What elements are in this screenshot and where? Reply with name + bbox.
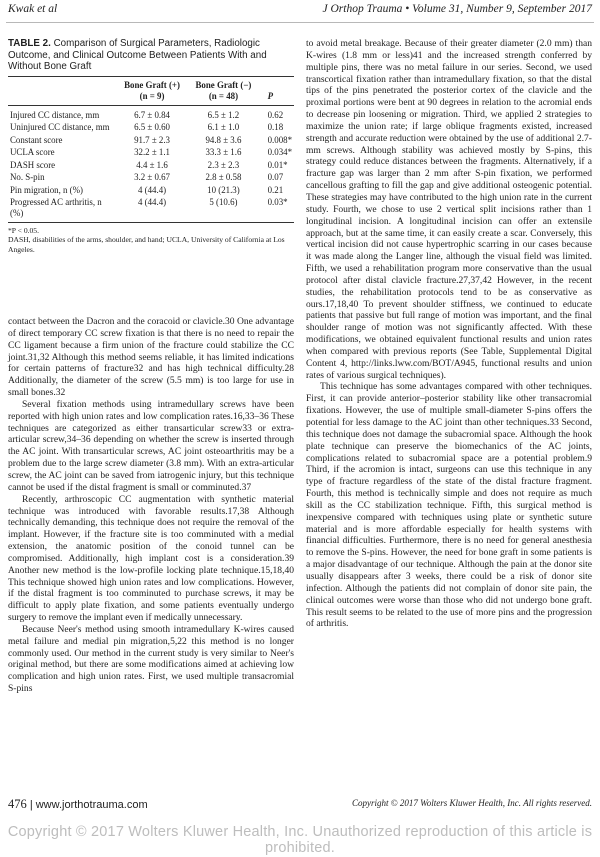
data-table	[8, 76, 294, 224]
table-label: TABLE 2.	[8, 38, 51, 49]
column-header: P	[260, 76, 294, 105]
cell: 0.21	[267, 184, 284, 195]
paragraph: contact between the Dacron and the coracoid or clavicle.30 One advantage of direct temporary CC screw fixation is that there is no need to repair the CC ligament because a firm union of the fracture could stabilize the CC joint.31,32 Although this method seems reliable, it has limited indications for certain patterns of fracture32 and has high technical difficulty.28 Additionally, the diameter of the screw (5.5 mm) is too large for use in small bones.32	[8, 316, 294, 399]
table-row	[8, 184, 294, 197]
cell: 32.2 ± 1.1	[134, 147, 170, 157]
cell: 5 (10.6)	[187, 196, 259, 223]
footnote-abbreviations: DASH, disabilities of the arms, shoulder, and hand; UCLA, University of California at Los Angeles.	[8, 235, 285, 254]
row-label: DASH score	[10, 159, 56, 170]
cell: 2.3 ± 2.3	[207, 159, 240, 170]
column-header: Bone Graft (+) (n = 9)	[117, 76, 187, 105]
row-label: Constant score	[10, 134, 63, 145]
cell: 6.5 ± 1.2	[207, 109, 240, 120]
footnote-significance: *P < 0.05.	[8, 226, 40, 235]
row-label: Progressed AC arthritis, n (%)	[8, 196, 117, 223]
header-author: Kwak et al	[8, 3, 58, 15]
row-label: No. S-pin	[10, 172, 45, 182]
cell: 0.01*	[267, 159, 288, 170]
column-header	[8, 76, 117, 105]
cell: 4.4 ± 1.6	[136, 159, 168, 170]
cell: 10 (21.3)	[207, 184, 240, 195]
footer-copyright: Copyright © 2017 Wolters Kluwer Health, Inc. All rights reserved.	[352, 798, 592, 808]
table-footnotes	[8, 226, 294, 254]
cell: 4 (44.4)	[117, 196, 187, 223]
table-row	[8, 159, 294, 172]
cell: 94.8 ± 3.6	[205, 134, 242, 145]
page-footer-left	[8, 797, 148, 812]
table-2	[8, 38, 294, 254]
footer-divider: |	[29, 799, 36, 811]
header-journal: J Orthop Trauma • Volume 31, Number 9, September 2017	[322, 3, 592, 15]
paragraph: This technique has some advantages compared with other techniques. First, it can provide anterior–posterior stability like other transacromial fixations. However, the use of multiple small-diameter S-pins offers the potential for less damage to the AC joint than other techniques.33 Second, this technique does not damage the subacromial space. Although the hook plate technique can preserve the biomechanics of the AC joints, complications related to subacromial space are a potential problem.9 Third, if the acromion is intact, surgeons can use this technique in any type of fracture regardless of the state of the distal fracture fragment. Fourth, this method is technically simple and does not require as much skill as the CC stabilization technique. Fifth, this surgical method is inexpensive compared with techniques using plate or synthetic suture material and is more affordable especially for health systems with financial difficulties. Furthermore, there is no need for general anesthesia to remove the S-pins. However, the need for bone graft in some patients is a major disadvantage of our technique. Although the pain at the donor site usually disappears after 3 weeks, there could be a risk of donor site infection. Although the patients did not complain of donor site pain, the clinical outcomes were worse than those who did not undergo bone graft. This result seems to be related to the use of more pins and the progression of arthritis.	[306, 381, 592, 630]
table-row	[8, 134, 294, 147]
cell: 91.7 ± 2.3	[134, 134, 170, 145]
cell: 0.034*	[267, 147, 292, 157]
watermark-copyright: Copyright © 2017 Wolters Kluwer Health, Inc. Unauthorized reproduction of this article is prohibited.	[7, 824, 593, 856]
cell: 6.7 ± 0.84	[134, 109, 170, 120]
column-header: Bone Graft (−) (n = 48)	[187, 76, 259, 105]
row-label: Pin migration, n (%)	[10, 184, 83, 195]
table-caption-text: Comparison of Surgical Parameters, Radiologic Outcome, and Clinical Outcome Between Patients With and Without Bone Graft	[8, 38, 267, 72]
running-header	[6, 0, 594, 23]
cell: 0.18	[267, 122, 284, 132]
paragraph: to avoid metal breakage. Because of their greater diameter (2.0 mm) than K-wires (1.8 mm or less)41 and the increased strength conferred by multiple pins, there was no metal failure in our series. Second, we used transcortical fixation rather than intramedullary fixation, so that the distal tips of the pins penetrated the posterior cortex of the clavicle and the proximal portions were bent at 90 degrees in relation to the acromial ends to decrease pin loosening or migration. Third, we applied 2 strategies to maximize the union rate; if large oblique fragments existed, increased strength and accurate reduction were obtained by the use of additional 2.7-mm screws. Although stability was achieved mostly by S-pins, this strategy could reduce distances between the fragments. Alternatively, if a fracture gap was larger than 2 mm after S-pin fixation, we performed cancellous grafting to fill the gap and give additional osteogenic potential. These strategies may have contributed to the high union rate in the current study. Fourth, we chose to use 2 vertical split incisions rather than 1 longitudinal incision. A longitudinal incision can offer an extensile approach, but at the same time, it can easily create a scar. Conversely, this vertical incision did not cause hypertrophic scarring in our cases because it was made along the Langer line, although the visual field was limited. Fifth, we used a rehabilitation program more conservative than the usual protocol after distal clavicle fracture.27,37,42 However, in the recent studies, the rehabilitation protocols tend to be as conservative as ours.17,18,40 To prevent shoulder stiffness, we continued to educate patients that passive but full range of motion was important, and the final shoulder range of motion was not significantly affected. With these modifications, we obtained equivalent functional results and union rates when compared with previous reports (See Table, Supplemental Digital Content 4, http://links.lww.com/BOT/A945, functional results and union rates of various surgical techniques).	[306, 38, 592, 381]
page-number: 476	[8, 797, 27, 811]
paragraph: Recently, arthroscopic CC augmentation with synthetic material technique was introduced with favorable results.17,38 Although technically demanding, this technique does not require the removal of the implant. However, if the fracture site is too comminuted with a medial extension, the anatomic position of the conoid tunnel can be compromised. Additionally, high implant cost is a consideration.39 Another new method is the low-profile locking plate technique.15,18,40 This technique showed high union rates and low complications. However, if the distal fragment is too comminuted to purchase screws, it may be difficult to apply plate fixation, and some patients eventually undergo surgery to remove the implant even if medically unnecessary.	[8, 493, 294, 624]
paragraph: Because Neer's method using smooth intramedullary K-wires caused metal failure and medial pin migration,5,22 this method is no longer commonly used. Our method in the current study is very similar to Neer's original method, but there are some modifications aimed at achieving low complication and high union rates. First, we used multiple transacromial S-pins	[8, 623, 294, 695]
cell: 0.62	[267, 109, 284, 120]
cell: 3.2 ± 0.67	[134, 172, 170, 182]
paragraph: Several fixation methods using intramedullary screws have been reported with high union rates and low complication rates.16,33–36 These techniques are categorized as either transarticular screw33 or extra-articular screw,34–36 depending on whether the screw is inserted through the AC joint. With transarticular screws, AC joint osteoarthritis may be a problem due to the large screw diameter (3.8 mm). With an extra-articular screw, the AC joint can be saved from iatrogenic injury, but this technique cannot be used if the distal fragment is small or comminuted.37	[8, 398, 294, 493]
cell: 0.03*	[260, 196, 294, 223]
table-header-row	[8, 76, 294, 105]
cell: 6.1 ± 1.0	[207, 122, 240, 132]
row-label: Injured CC distance, mm	[10, 109, 100, 120]
cell: 2.8 ± 0.58	[205, 172, 242, 182]
table-row	[8, 105, 294, 121]
table-row	[8, 146, 294, 159]
cell: 33.3 ± 1.6	[205, 147, 242, 157]
cell: 0.008*	[267, 134, 292, 145]
table-row	[8, 121, 294, 134]
table-row	[8, 171, 294, 184]
cell: 0.07	[267, 172, 284, 182]
cell: 6.5 ± 0.60	[134, 122, 170, 132]
cell: 4 (44.4)	[137, 184, 167, 195]
row-label: Uninjured CC distance, mm	[10, 122, 110, 132]
journal-url[interactable]: www.jorthotrauma.com	[35, 799, 148, 811]
right-column-text	[306, 38, 592, 630]
row-label: UCLA score	[10, 147, 55, 157]
table-row	[8, 196, 294, 223]
left-column-text	[8, 316, 294, 695]
table-caption	[8, 38, 294, 73]
